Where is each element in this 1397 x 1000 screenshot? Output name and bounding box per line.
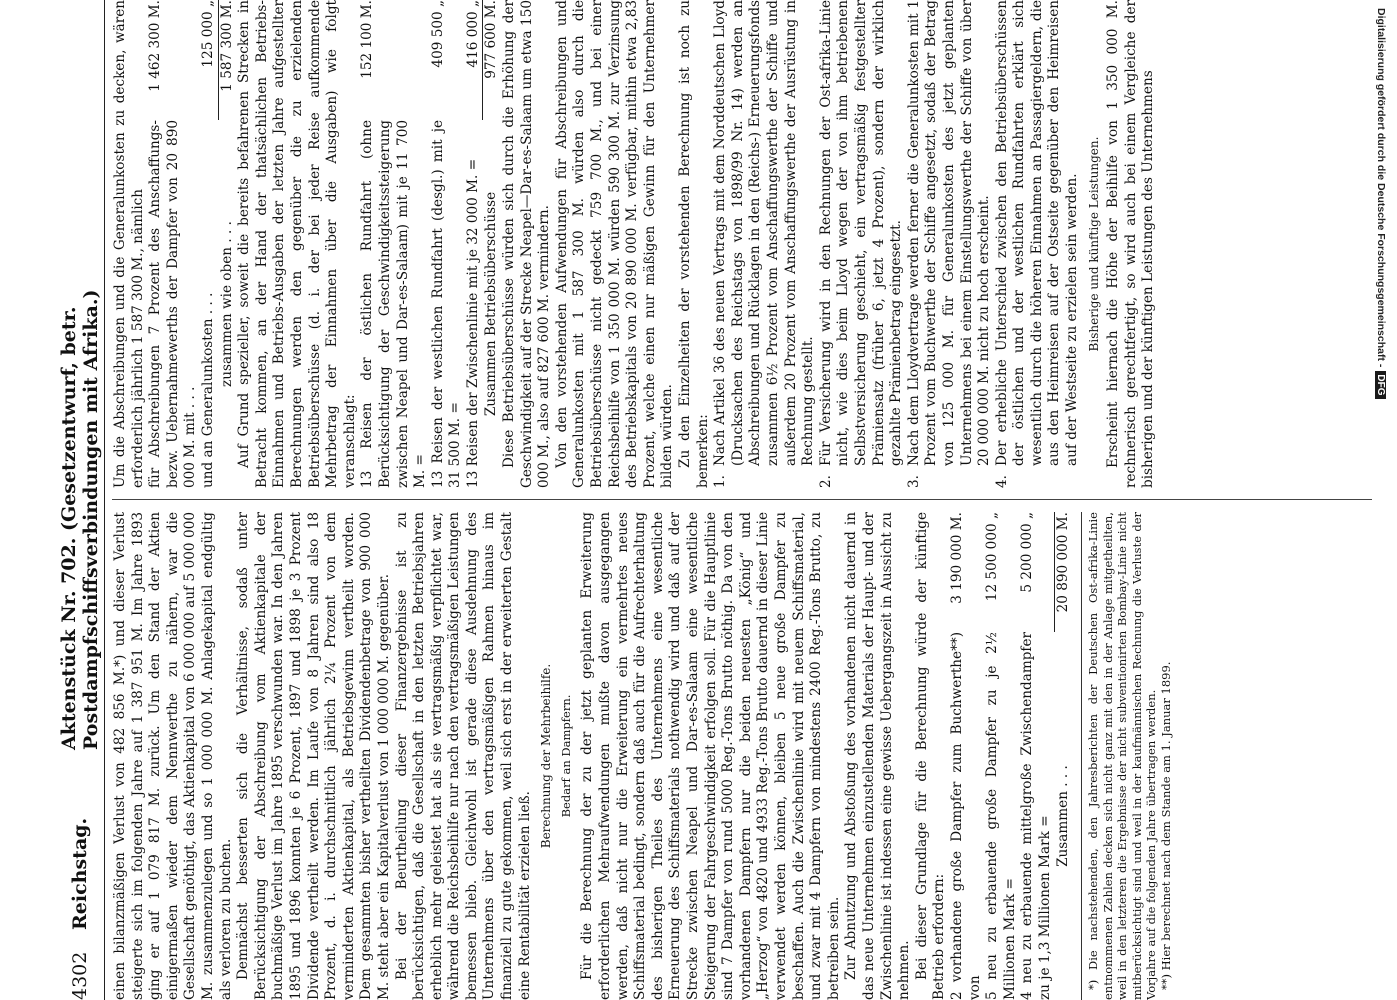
- digitization-credit: [1365, 0, 1397, 1000]
- cost-label: 4 neu zu erbauende mittelgroße Zwischendampfer zu je 1,3 Millionen Mark =: [1019, 632, 1053, 1000]
- header-rule: [104, 0, 105, 1000]
- surplus-label: 13 Reisen der westlichen Rundfahrt (desgl.) mit je 31 500 M. =: [429, 120, 464, 488]
- paragraph: Zu den Einzelheiten der vorstehenden Berechnung ist noch zu bemerken:: [677, 0, 711, 488]
- credit-text: Digitalisierung gefördert durch die Deutsche Forschungsgemeinschaft -: [1375, 8, 1387, 368]
- surplus-row: [430, 0, 465, 488]
- cost-value: 5 200 000 „: [1019, 512, 1036, 593]
- cost-value: 125 000 „: [199, 0, 216, 68]
- cost-label: für Abschreibungen 7 Prozent des Anschaffungs- bezw. Uebernahmewerths der Dampfer von 20 890 000 M. mit . . .: [147, 120, 199, 488]
- cost-label: 2 vorhandene große Dampfer zum Buchwerthe**) von: [948, 632, 983, 1000]
- surplus-label: 13 Reisen der östlichen Rundfahrt (ohne Berücksichtigung der Geschwindigkeitssteigerung zwischen Neapel und Dar-es-Salaam) mit je 11 700 M. =: [359, 120, 429, 488]
- section-heading: Berechnung der Mehrbeihilfe.: [539, 663, 554, 849]
- left-column: [112, 512, 1173, 1000]
- list-item: [906, 0, 994, 488]
- paragraph: Für die Berechnung der zu der jetzt geplanten Erweiterung erforderlichen Mehraufwendungen mußte davon ausgegangen werden, daß nicht nur die Erweiterung ein vermehrtes neues Schiffsmaterial bedingt, sondern daß auch für die Aufrechterhaltung des bisherigen Theiles des Unternehmens eine wesentliche Erneuerung des Schiffsmaterials nothwendig wird und daß auf der Strecke zwischen Neapel und Dar-es-Salaam eine wesentliche Steigerung der Fahrgeschwindigkeit erfolgen soll. Für die Hauptlinie sind 7 Dampfer von rund 5000 Reg.-Tons Brutto nöthig. Da von den vorhandenen Dampfern nur die beiden neuesten „König“ und „Herzog“ von 4820 und 4933 Reg.-Tons Brutto dauernd in dieser Linie verwendet werden können, bleiben 5 neue große Dampfer zu beschaffen. Auch die Zwischenlinie wird mit neuem Schiffsmaterial, und zwar mit 4 Dampfern von mindestens 2400 Reg.-Tons Brutto, zu betreiben sein.: [579, 512, 842, 1000]
- paragraph: Auf Grund spezieller, soweit die bereits befahrenen Strecken in Betracht kommen, an der Hand der thatsächlichen Betriebs-Einnahmen und Betriebs-Ausgaben der letzten Jahre aufgestellter Berechnungen werden den gegenüber die zu erzielenden Betriebsüberschüsse (d. i. der bei jeder Reise aufkommende Mehrbetrag der Einnahmen über die Ausgaben) wie folgt veranschlagt:: [236, 0, 358, 488]
- surplus-value: 416 000 „: [464, 0, 481, 68]
- paragraph: Um die Abschreibungen und die Generalunkosten zu decken, wären erforderlich jährlich 1 587 300 M., nämlich: [112, 0, 146, 488]
- total-value: 977 600 M.: [483, 0, 500, 79]
- paragraph: Demnächst besserten sich die Verhältnisse, sodaß unter Berücksichtigung der Abschreibung vom Aktienkapitale der buchmäßige Verlust im Jahre 1895 verschwunden war. In den Jahren 1895 und 1896 konnten je 6 Prozent, 1897 und 1898 je 3 Prozent Dividende vertheilt werden. Im Laufe von 8 Jahren sind also 18 Prozent, d. i. durchschnittlich jährlich 2¼ Prozent von dem verminderten Aktienkapital, als Betriebsgewinn vertheilt worden. Dem gesammten bisher vertheilten Dividendenbetrage von 900 000 M. steht aber ein Kapitalverlust von 1 000 000 M. gegenüber.: [235, 512, 392, 1000]
- list-item: [994, 0, 1082, 488]
- numbered-list: [712, 0, 1081, 488]
- surplus-value: 152 100 M.: [359, 0, 376, 79]
- list-text: Nach Artikel 36 des neuen Vertrags mit dem Norddeutschen Lloyd (Drucksachen des Reichstags von 1898/99 Nr. 14) werden an Abschreibungen und Rücklagen in den (Reichs-) Erneuerungsfonds zusammen 6½ Prozent vom Anschaffungswerthe der Schiffe und außerdem 20 Prozent vom Anschaffungswerthe der Ausrüstung in Rechnung gestellt.: [712, 0, 817, 466]
- paragraph: Bei der Beurtheilung dieser Finanzergebnisse ist zu berücksichtigen, daß die Gesellschaft in den letzten Betriebsjahren erheblich mehr geleistet hat als sie vertragsmäßig verpflichtet war, während die Reichsbeihilfe nur nach den vertragsmäßigen Leistungen bemessen blieb. Gleichwohl ist gerade diese Ausdehnung des Unternehmens über den vertragsmäßigen Rahmen hinaus im finanziell zu gute gekommen, weil sich erst in der erweiterten Gestalt eine Rentabilität erzielen ließ.: [393, 512, 533, 1000]
- cost-row: [1019, 512, 1054, 1000]
- list-number: 4.: [993, 475, 1010, 488]
- header-left-title: Reichstag.: [69, 817, 91, 930]
- running-header: [60, 0, 100, 1000]
- surplus-label: 13 Reisen der Zwischenlinie mit je 32 000 M. =: [464, 158, 481, 488]
- page-number: 4302: [69, 951, 91, 1000]
- cost-row: [200, 0, 218, 488]
- list-text: Für Versicherung wird in den Rechnungen der Ost-afrika-Linie nicht, wie dies beim Lloyd wegen der von ihm betriebenen Selbstversicherung geschieht, ein vertragsmäßig festgestellter Prämiensatz (früher 6, jetzt 4 Prozent), sondern der wirklich gezahlte Prämienbetrag eingesetzt.: [817, 0, 905, 466]
- paragraph: Erscheint hiernach die Höhe der Beihilfe von 1 350 000 M. rechnerisch gerechtfertigt, so wird auch bei einem Vergleiche der bisherigen und der künftigen Leistungen des Unternehmens: [1105, 0, 1157, 488]
- surplus-value: 409 500 „: [429, 0, 446, 68]
- total-label: zusammen wie oben . . .: [218, 221, 235, 387]
- column-divider: [112, 499, 1372, 500]
- total-row: [1055, 512, 1073, 1000]
- cost-label: 5 neu zu erbauende große Dampfer zu je 2½ Millionen Mark =: [984, 632, 1018, 1000]
- surplus-row: [359, 0, 429, 488]
- list-item: [712, 0, 818, 488]
- section-heading: Bisherige und künftige Leistungen.: [1086, 136, 1101, 352]
- total-row: [219, 0, 237, 488]
- credit-text-wrap: [1375, 8, 1387, 399]
- dfg-logo: DFG: [1375, 371, 1386, 398]
- cost-row: [147, 0, 200, 488]
- surplus-row: [465, 0, 483, 488]
- subsection-heading: Bedarf an Dampfern.: [558, 694, 573, 818]
- list-item: [818, 0, 906, 488]
- footnote: *) Die nachstehenden, den Jahresberichten der Deutschen Ost-afrika-Linie entnommenen Zahlen decken sich nicht ganz mit den in der Anlage mitgetheilten, weil in den letzteren die Ergebnisse der nicht subventionirten Bombay-Linie nicht mitberücksichtigt sind und weil in der kaufmännischen Rechnung die Verluste der Vorjahre auf die folgenden Jahre übertragen werden.: [1086, 512, 1159, 1000]
- cost-value: 3 190 000 M.: [948, 512, 965, 604]
- total-row: [483, 0, 501, 488]
- footnote: **) Hier berechnet nach dem Stande am 1. Januar 1899.: [1158, 661, 1173, 990]
- paragraph: Von den vorstehenden Aufwendungen für Abschreibungen und Generalunkosten mit 1 587 300 M. würden also durch die Betriebsüberschüsse nicht gedeckt 759 700 M., und bei einer Reichsbeihilfe von 1 350 000 M. würden 590 300 M. zur Verzinsung des Betriebskapitals von 20 890 000 M. verfügbar, mithin etwa 2,83 Prozent, welche einen nur mäßigen Gewinn für den Unternehmer bilden würden.: [553, 0, 676, 488]
- paragraph: Diese Betriebsüberschüsse würden sich durch die Erhöhung der Geschwindigkeit auf der Strecke Neapel—Dar-es-Salaam um etwa 150 000 M., also auf 827 600 M. vermindern.: [501, 0, 553, 488]
- cost-value: 12 500 000 „: [984, 512, 1001, 602]
- cost-row: [949, 512, 984, 1000]
- list-number: 2.: [817, 475, 834, 488]
- paragraph: Bei dieser Grundlage für die Berechnung würde der künftige Betrieb erfordern:: [913, 512, 948, 1000]
- total-value: 1 587 300 M.: [218, 0, 235, 92]
- total-label: Zusammen . . .: [1055, 765, 1072, 867]
- cost-row: [984, 512, 1019, 1000]
- header-center-title: Aktenstück Nr. 702. (Gesetzentwurf, betr. Postdampfschiffsverbindungen mit Afrika.): [58, 289, 102, 750]
- list-number: 1.: [712, 475, 729, 488]
- list-text: Der erhebliche Unterschied zwischen den Betriebsüberschüssen der östlichen und der westlichen Rundfahrten erklärt sich wesentlich durch die höheren Einnahmen an Passagiergeldern, die aus den Heimreisen auf der Ostseite gegenüber den Heimreisen auf der Westseite zu erzielen sein werden.: [993, 0, 1081, 466]
- total-label: Zusammen Betriebsüberschüsse: [483, 191, 500, 417]
- paragraph: einen bilanzmäßigen Verlust von 482 856 M.*) und dieser Verlust steigerte sich im folgenden Jahre auf 1 387 951 M. Im Jahre 1893 ging er auf 1 079 817 M. zurück. Um den Stand der Aktien einigermaßen wieder dem Nennwerthe zu nähern, war die Gesellschaft genöthigt, das Aktienkapital von 6 000 000 auf 5 000 000 M. zusammenzulegen und so 1 000 000 M. Anlagekapital endgültig als verloren zu buchen.: [112, 512, 234, 1000]
- paragraph: Zur Abnutzung und Abstoßung des vorhandenen nicht dauernd in das neue Unternehmen einzustellenden Materials der Haupt- und der Zwischenlinie ist indessen eine gewisse Uebergangszeit in Aussicht zu nehmen.: [843, 511, 913, 1000]
- footnotes: [1081, 512, 1173, 1000]
- total-value: 20 890 000 M.: [1055, 512, 1072, 613]
- list-text: Nach dem Lloydvertrage werden ferner die Generalunkosten mit 1 Prozent vom Buchwerthe der Schiffe angesetzt, sodaß der Betrag von 125 000 M. für Generalunkosten des jetzt geplanten Unternehmens bei einem Einstellungswerthe der Schiffe von über 20 000 000 M. nicht zu hoch erscheint.: [905, 0, 993, 466]
- list-number: 3.: [905, 475, 922, 488]
- rotated-page-content: [60, 0, 1378, 1000]
- cost-label: und an Generalunkosten . . .: [199, 292, 216, 488]
- cost-value: 1 462 300 M.: [147, 0, 164, 92]
- right-column: [112, 0, 1158, 488]
